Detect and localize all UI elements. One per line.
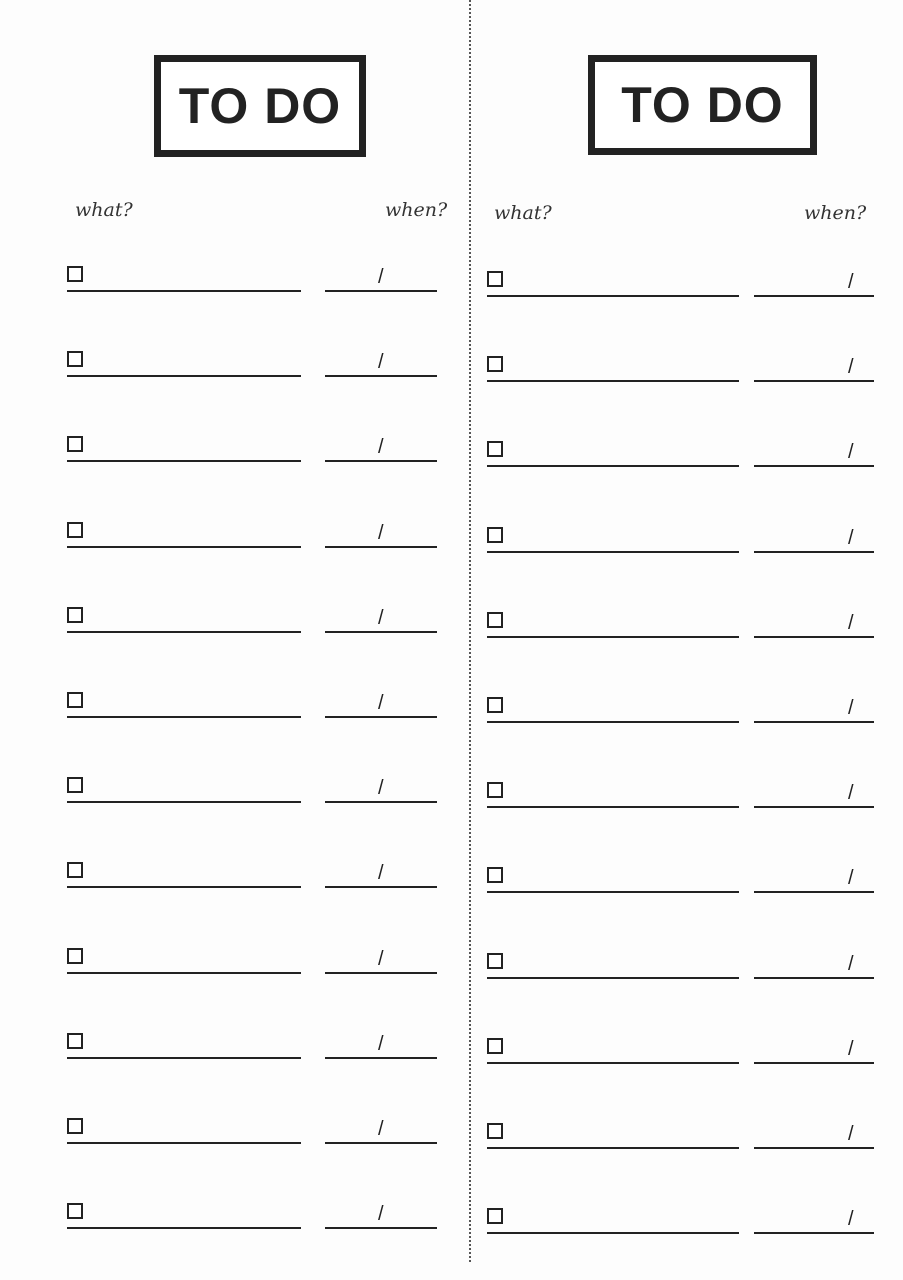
task-row xyxy=(471,441,903,481)
task-what-field[interactable] xyxy=(67,631,301,633)
title-box xyxy=(154,55,366,157)
task-checkbox[interactable] xyxy=(67,1118,83,1134)
task-checkbox[interactable] xyxy=(67,607,83,623)
date-separator: / xyxy=(848,1037,854,1060)
date-separator: / xyxy=(848,697,854,719)
task-what-field[interactable] xyxy=(487,1147,739,1149)
task-what-field[interactable] xyxy=(67,1142,301,1144)
date-separator: / xyxy=(848,1208,854,1231)
task-when-field[interactable] xyxy=(754,891,874,893)
task-what-field[interactable] xyxy=(487,1232,739,1234)
task-checkbox[interactable] xyxy=(67,777,83,793)
task-what-field[interactable] xyxy=(487,295,739,297)
date-separator: / xyxy=(378,521,384,544)
task-row xyxy=(471,1123,903,1163)
task-checkbox[interactable] xyxy=(487,356,503,372)
task-checkbox[interactable] xyxy=(487,271,503,287)
task-row xyxy=(471,953,903,993)
task-row xyxy=(471,1038,903,1078)
task-checkbox[interactable] xyxy=(487,612,503,628)
todo-panel-right xyxy=(471,0,903,1280)
task-row xyxy=(0,266,469,306)
task-when-field[interactable] xyxy=(325,801,437,803)
task-what-field[interactable] xyxy=(487,977,739,979)
task-when-field[interactable] xyxy=(325,972,437,974)
page-title: TO DO xyxy=(178,78,342,134)
task-checkbox[interactable] xyxy=(67,522,83,538)
task-when-field[interactable] xyxy=(754,380,874,382)
task-row xyxy=(471,612,903,652)
task-row xyxy=(0,1118,469,1158)
task-when-field[interactable] xyxy=(325,460,437,462)
task-checkbox[interactable] xyxy=(67,862,83,878)
task-when-field[interactable] xyxy=(325,1227,437,1229)
task-what-field[interactable] xyxy=(487,721,739,723)
task-what-field[interactable] xyxy=(67,546,301,548)
date-separator: / xyxy=(848,782,854,805)
task-row xyxy=(0,351,469,391)
what-column-label: what? xyxy=(75,199,133,221)
task-what-field[interactable] xyxy=(67,1227,301,1229)
task-checkbox[interactable] xyxy=(487,1038,503,1054)
task-when-field[interactable] xyxy=(754,721,874,723)
task-when-field[interactable] xyxy=(754,465,874,467)
date-separator: / xyxy=(848,526,854,549)
task-when-field[interactable] xyxy=(754,295,874,297)
task-what-field[interactable] xyxy=(67,460,301,462)
task-what-field[interactable] xyxy=(67,716,301,718)
task-row xyxy=(471,356,903,396)
date-separator: / xyxy=(378,692,384,714)
task-when-field[interactable] xyxy=(754,1062,874,1064)
task-checkbox[interactable] xyxy=(487,1123,503,1139)
task-row xyxy=(0,436,469,476)
date-separator: / xyxy=(848,867,854,890)
task-when-field[interactable] xyxy=(325,290,437,292)
date-separator: / xyxy=(848,952,854,975)
task-when-field[interactable] xyxy=(325,716,437,718)
task-what-field[interactable] xyxy=(487,1062,739,1064)
task-row xyxy=(471,271,903,311)
date-separator: / xyxy=(378,1032,384,1055)
task-when-field[interactable] xyxy=(325,886,437,888)
date-separator: / xyxy=(848,356,854,379)
task-what-field[interactable] xyxy=(487,806,739,808)
date-separator: / xyxy=(848,441,854,464)
task-when-field[interactable] xyxy=(754,1147,874,1149)
task-when-field[interactable] xyxy=(754,551,874,553)
task-row xyxy=(0,777,469,817)
task-what-field[interactable] xyxy=(67,1057,301,1059)
task-row xyxy=(0,692,469,732)
task-row xyxy=(471,527,903,567)
date-separator: / xyxy=(378,436,384,459)
task-checkbox[interactable] xyxy=(67,1203,83,1219)
task-when-field[interactable] xyxy=(754,977,874,979)
task-checkbox[interactable] xyxy=(487,527,503,543)
task-row xyxy=(0,862,469,902)
when-column-label: when? xyxy=(804,202,867,224)
task-what-field[interactable] xyxy=(487,465,739,467)
date-separator: / xyxy=(848,611,854,634)
task-checkbox[interactable] xyxy=(487,1208,503,1224)
title-box xyxy=(588,55,817,155)
task-what-field[interactable] xyxy=(67,801,301,803)
task-checkbox[interactable] xyxy=(67,266,83,282)
task-what-field[interactable] xyxy=(67,375,301,377)
page-title: TO DO xyxy=(621,77,784,133)
date-separator: / xyxy=(378,862,384,885)
task-row xyxy=(0,1203,469,1243)
when-column-label: when? xyxy=(385,199,448,221)
task-when-field[interactable] xyxy=(754,806,874,808)
date-separator: / xyxy=(848,1123,854,1145)
task-row xyxy=(0,948,469,988)
task-when-field[interactable] xyxy=(754,1232,874,1234)
task-what-field[interactable] xyxy=(487,891,739,893)
task-when-field[interactable] xyxy=(325,631,437,633)
task-what-field[interactable] xyxy=(67,290,301,292)
what-column-label: what? xyxy=(494,202,552,224)
task-row xyxy=(471,782,903,822)
task-checkbox[interactable] xyxy=(487,697,503,713)
task-checkbox[interactable] xyxy=(67,436,83,452)
task-what-field[interactable] xyxy=(487,551,739,553)
task-checkbox[interactable] xyxy=(67,692,83,708)
date-separator: / xyxy=(378,351,384,374)
task-checkbox[interactable] xyxy=(67,1033,83,1049)
task-when-field[interactable] xyxy=(325,1142,437,1144)
date-separator: / xyxy=(378,947,384,970)
task-when-field[interactable] xyxy=(325,1057,437,1059)
task-when-field[interactable] xyxy=(325,375,437,377)
task-when-field[interactable] xyxy=(754,636,874,638)
task-row xyxy=(471,1208,903,1248)
task-row xyxy=(0,1033,469,1073)
task-row xyxy=(471,697,903,737)
task-row xyxy=(471,867,903,907)
task-checkbox[interactable] xyxy=(487,867,503,883)
task-checkbox[interactable] xyxy=(487,953,503,969)
task-what-field[interactable] xyxy=(487,380,739,382)
date-separator: / xyxy=(378,1118,384,1140)
date-separator: / xyxy=(378,266,384,288)
task-what-field[interactable] xyxy=(67,972,301,974)
task-checkbox[interactable] xyxy=(67,351,83,367)
task-row xyxy=(0,607,469,647)
task-checkbox[interactable] xyxy=(487,782,503,798)
date-separator: / xyxy=(378,1203,384,1226)
date-separator: / xyxy=(378,606,384,629)
task-when-field[interactable] xyxy=(325,546,437,548)
task-what-field[interactable] xyxy=(67,886,301,888)
date-separator: / xyxy=(378,777,384,800)
task-what-field[interactable] xyxy=(487,636,739,638)
date-separator: / xyxy=(848,271,854,293)
task-checkbox[interactable] xyxy=(67,948,83,964)
task-row xyxy=(0,522,469,562)
task-checkbox[interactable] xyxy=(487,441,503,457)
